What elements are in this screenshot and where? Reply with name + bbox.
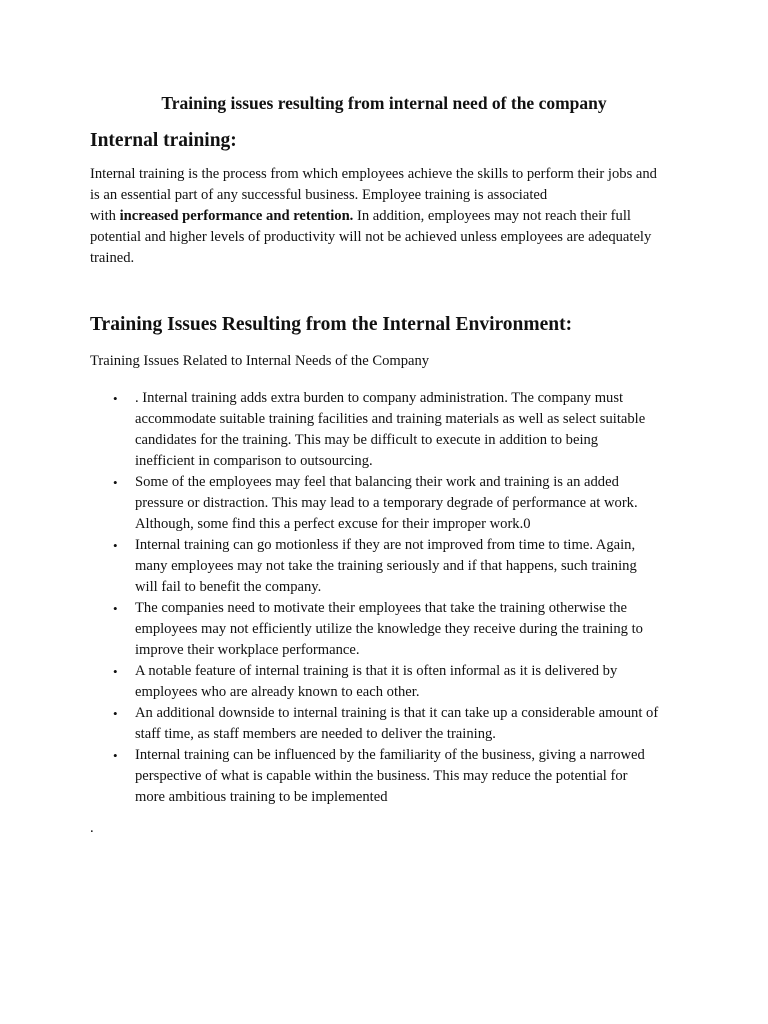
bullet-dot: • <box>113 475 118 490</box>
bullet-line: Internal training can be influenced by the familiarity of the business, giving a narrowed <box>135 747 645 763</box>
internal-training-paragraph <box>90 164 682 269</box>
bullet-text <box>135 472 690 535</box>
bullet-dot: • <box>113 748 118 763</box>
bullet-item <box>90 745 690 808</box>
bullet-dot: • <box>113 391 118 406</box>
bullet-line: perspective of what is capable within the business. This may reduce the potential for <box>135 768 628 784</box>
paragraph-line: trained. <box>90 250 135 266</box>
bullet-item <box>90 388 690 472</box>
bullet-text <box>135 745 690 808</box>
bullet-dot: • <box>113 706 118 721</box>
paragraph-line-suffix: In addition, employees may not reach their full <box>353 208 631 224</box>
bullet-line: employees who are already known to each other. <box>135 684 420 700</box>
bold-phrase: increased performance and retention. <box>119 208 354 224</box>
bullet-text <box>135 703 690 745</box>
bullet-item <box>90 703 690 745</box>
bullet-dot: • <box>113 601 118 616</box>
bullet-line: staff time, as staff members are needed to deliver the training. <box>135 726 496 742</box>
paragraph-line: Internal training is the process from which employees achieve the skills to perform their jobs and <box>90 166 657 182</box>
section-heading-internal-training: Internal training: <box>90 130 237 151</box>
bullet-line: more ambitious training to be implemented <box>135 789 388 805</box>
paragraph-line <box>90 206 682 227</box>
bullet-dot: • <box>113 538 118 553</box>
section-subtitle: Training Issues Related to Internal Needs of the Company <box>90 353 430 369</box>
paragraph-line: potential and higher levels of productivity will not be achieved unless employees are adequately <box>90 229 652 245</box>
bullet-text <box>135 535 690 598</box>
bullet-line: pressure or distraction. This may lead to a temporary degrade of performance at work. <box>135 495 638 511</box>
bullet-text <box>135 598 690 661</box>
bullet-list <box>90 388 690 808</box>
bullet-line: Although, some find this a perfect excuse for their improper work.0 <box>135 516 531 532</box>
trailing-mark: . <box>90 820 94 836</box>
bullet-line: inefficient in comparison to outsourcing. <box>135 453 373 469</box>
bullet-line: The companies need to motivate their employees that take the training otherwise the <box>135 600 627 616</box>
bullet-item <box>90 472 690 535</box>
document-title: Training issues resulting from internal need of the company <box>161 93 607 113</box>
bullet-dot: • <box>113 664 118 679</box>
section-heading-internal-environment: Training Issues Resulting from the Internal Environment: <box>90 314 573 335</box>
paragraph-line-prefix: with <box>90 208 120 224</box>
bullet-line: improve their workplace performance. <box>135 642 360 658</box>
bullet-line: An additional downside to internal training is that it can take up a considerable amount of <box>135 705 659 721</box>
paragraph-line: is an essential part of any successful business. Employee training is associated <box>90 187 548 203</box>
bullet-line: . Internal training adds extra burden to company administration. The company must <box>135 390 624 406</box>
bullet-text <box>135 388 690 472</box>
bullet-text <box>135 661 690 703</box>
bullet-line: many employees may not take the training seriously and if that happens, such training <box>135 558 637 574</box>
bullet-item <box>90 661 690 703</box>
bullet-item <box>90 598 690 661</box>
bullet-item <box>90 535 690 598</box>
bullet-line: accommodate suitable training facilities and training materials as well as select suitable <box>135 411 646 427</box>
bullet-line: Some of the employees may feel that balancing their work and training is an added <box>135 474 619 490</box>
bullet-line: candidates for the training. This may be difficult to execute in addition to being <box>135 432 599 448</box>
bullet-line: A notable feature of internal training is that it is often informal as it is delivered by <box>135 663 618 679</box>
bullet-line: employees may not efficiently utilize the knowledge they receive during the training to <box>135 621 643 637</box>
bullet-line: Internal training can go motionless if they are not improved from time to time. Again, <box>135 537 636 553</box>
bullet-line: will fail to benefit the company. <box>135 579 322 595</box>
